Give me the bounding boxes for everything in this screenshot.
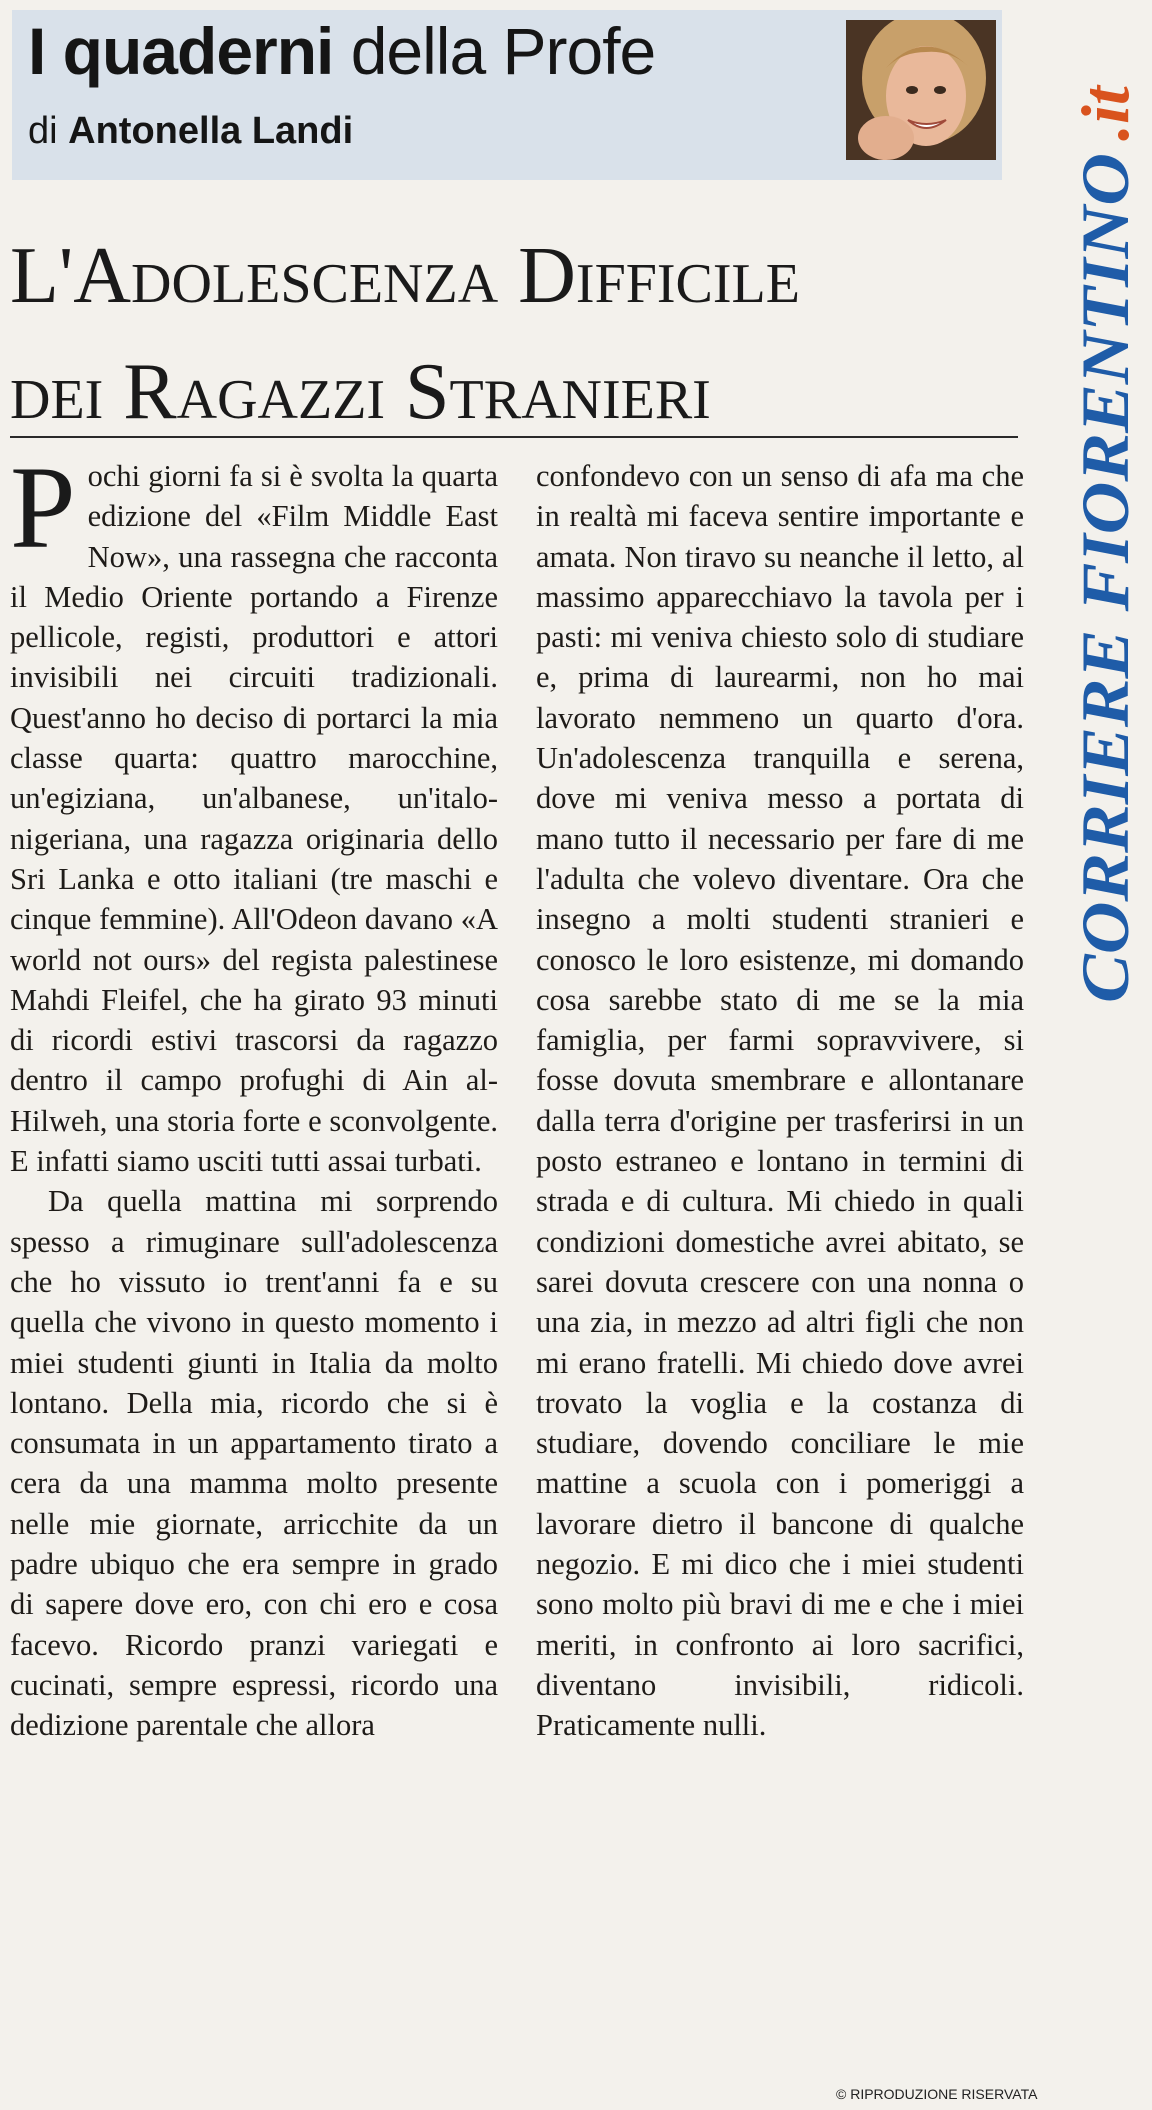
- article-column-left: [10, 442, 498, 1746]
- headline-divider: [10, 436, 1018, 438]
- headline-line-1: L'Adolescenza Difficile: [10, 232, 800, 320]
- brand-name: CORRIERE FIORENTINO: [1067, 211, 1143, 1003]
- brand-suffix: .it: [1067, 86, 1143, 141]
- article-paragraph: [10, 442, 498, 1181]
- copyright-notice: © RIPRODUZIONE RISERVATA: [836, 2086, 1038, 2102]
- article-paragraph: Da quella mattina mi sorprendo spesso a rimuginare sull'adolescenza che ho vissuto io trent'anni fa e su quella che vivono in questo momento i miei studenti giunti in Italia da molto lontano. Della mia, ricordo che si è consumata in un appartamento tirato a cera da una mamma molto presente nelle mie giornate, arricchite da un padre ubiquo che era sempre in grado di sapere dove ero, con chi ero e cosa facevo. Ricordo pranzi variegati e cucinati, sempre espressi, ricordo una dedizione parentale che allora: [10, 1184, 498, 1743]
- column-title-rest: della Profe: [350, 14, 656, 88]
- paragraph-text: ochi giorni fa si è svolta la quarta edizione del «Film Middle East Now», una rassegna che racconta il Medio Oriente portando a Firenze pellicole, registi, produttori e attori invisibili nei circuiti tradizionali. Quest'anno ho deciso di portarci la mia classe quarta: quattro marocchine, un'egiziana, un'albanese, un'italo-nigeriana, una ragazza originaria dello Sri Lanka e otto italiani (tre maschi e cinque femmine). All'Odeon davano «A world not ours» del regista palestinese Mahdi Fleifel, che ha girato 93 minuti di ricordi estivi trascorsi da ragazzo dentro il campo profughi di Ain al-Hilweh, una storia forte e sconvolgente. E infatti siamo usciti tutti assai turbati.: [10, 459, 498, 1179]
- newspaper-brand: [1066, 8, 1146, 1008]
- column-title-bold: I quaderni: [28, 14, 334, 88]
- drop-cap: P: [10, 442, 76, 573]
- byline-prefix: di: [28, 110, 58, 152]
- article-column-right: [536, 456, 1024, 1746]
- headline-line-2: dei Ragazzi Stranieri: [10, 348, 711, 436]
- column-title: [28, 14, 656, 88]
- byline: [28, 110, 353, 153]
- article-headline: [10, 218, 1010, 450]
- author-portrait-icon: [846, 20, 996, 160]
- byline-author: Antonella Landi: [68, 110, 354, 152]
- author-photo: [846, 20, 996, 160]
- article-paragraph: confondevo con un senso di afa ma che in realtà mi faceva sentire importante e amata. Non tiravo su neanche il letto, al massimo apparecchiavo la tavola per i pasti: mi veniva chiesto solo di studiare e, prima di laurearmi, non ho mai lavorato nemmeno un quarto d'ora. Un'adolescenza tranquilla e serena, dove mi veniva messo a portata di mano tutto il necessario per fare di me l'adulta che volevo diventare. Ora che insegno a molti studenti stranieri e conosco le loro esistenze, mi domando cosa sarebbe stato di me se la mia famiglia, per farmi sopravvivere, si fosse dovuta smembrare e allontanare dalla terra d'origine per trasferirsi in un posto estraneo e lontano in termini di strada e di cultura. Mi chiedo in quali condizioni domestiche avrei abitato, se sarei dovuta crescere con una nonna o una zia, in mezzo ad altri figli che non mi erano fratelli. Mi chiedo dove avrei trovato la voglia e la costanza di studiare, dovendo conciliare le mie mattine a scuola con i pomeriggi a lavorare dietro il bancone di qualche negozio. E mi dico che i miei studenti sono molto più bravi di me e che i miei meriti, in confronto ai loro sacrifici, diventano invisibili, ridicoli. Praticamente nulli.: [536, 459, 1024, 1743]
